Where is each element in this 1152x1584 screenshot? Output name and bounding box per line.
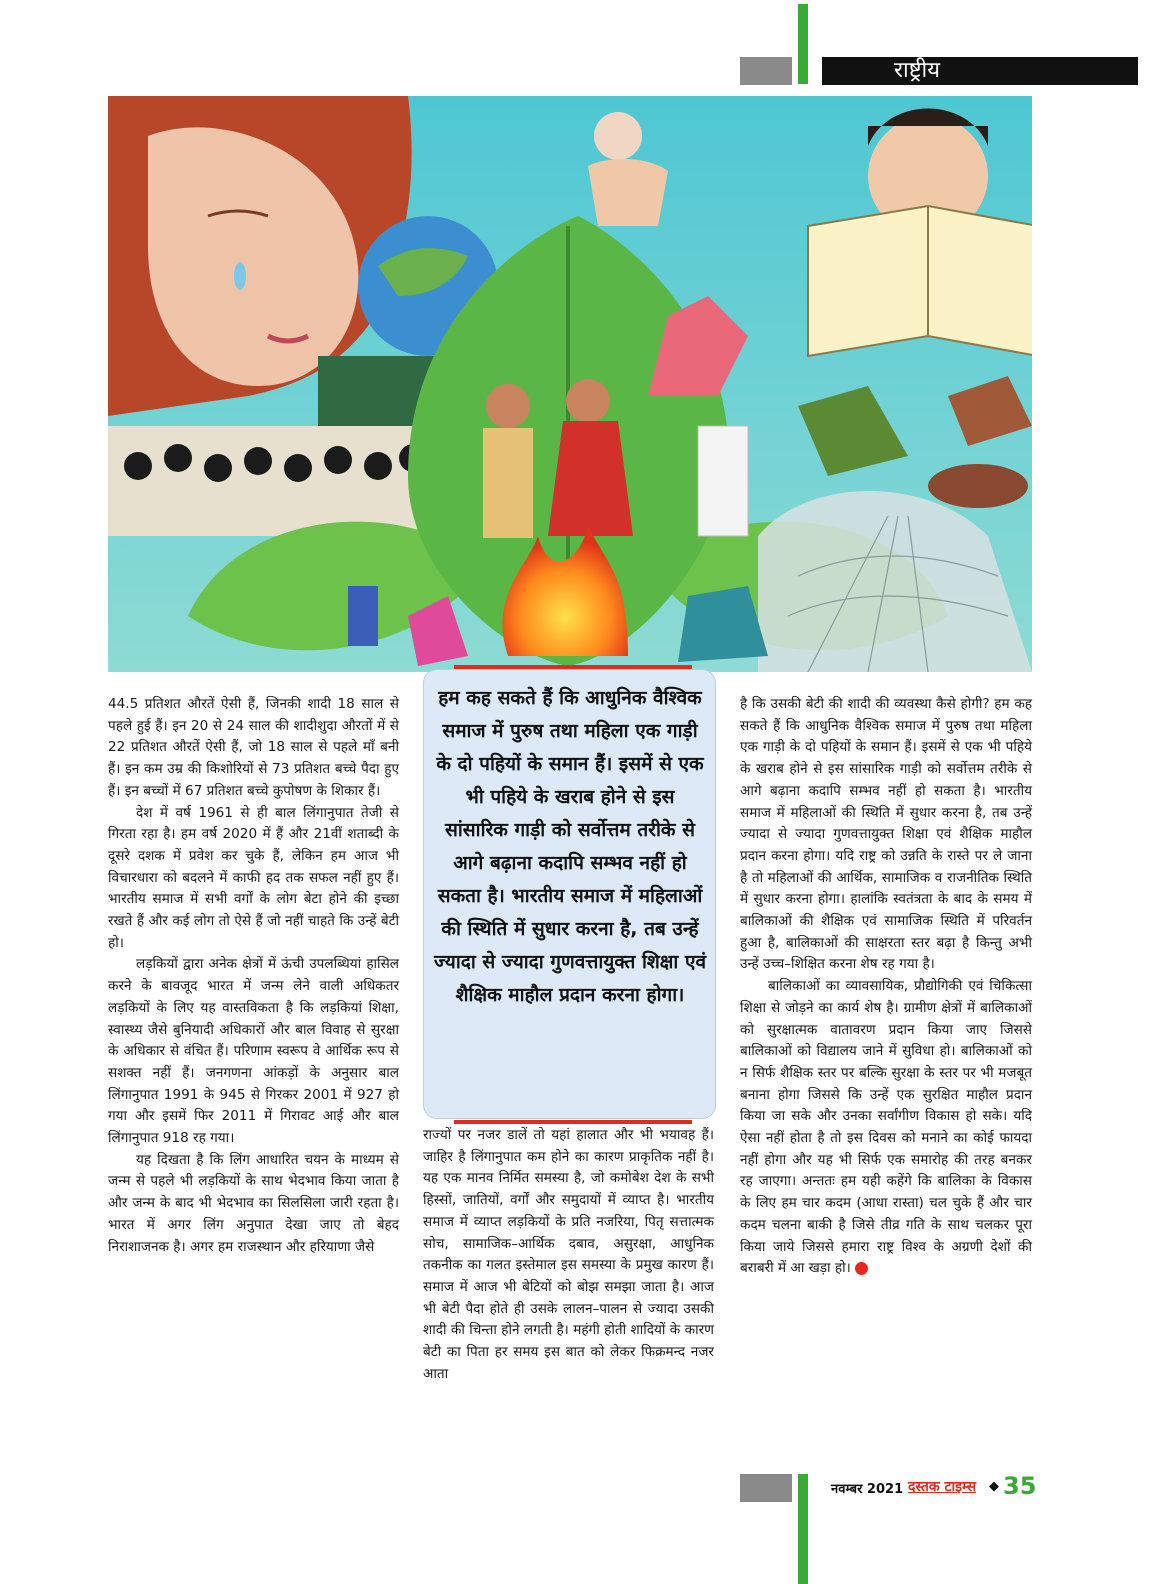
illustration-painting: [108, 96, 1032, 672]
footer-gray-block: [740, 1474, 792, 1502]
footer-separator: ◆: [989, 1479, 999, 1494]
paragraph: राज्यों पर नजर डालें तो यहां हालात और भी भयावह हैं। जाहिर है लिंगानुपात कम होने का कारण प्राकृतिक नहीं है। यह एक मानव निर्मित समस्या है, जो कमोबेश देश के सभी हिस्सों, जातियों, वर्गों और समुदायों में व्याप्त है। भारतीय समाज में व्याप्त लड़कियों के प्रति नजरिया, पितृ सत्तात्मक सोच, सामाजिक–आर्थिक दबाव, असुरक्षा, आधुनिक तकनीक का गलत इस्तेमाल इस समस्या के प्रमुख कारण हैं। समाज में आज भी बेटियों को बोझ समझा जाता है। आज भी बेटी पैदा होते ही उसके लालन–पालन से ज्यादा उसकी शादी की चिन्ता होने लगती है। महंगी होती शादियों के कारण बेटी का पिता हर समय इस बात को लेकर फिक्रमन्द नजर आता: [423, 1127, 714, 1382]
page-number: 35: [1003, 1472, 1037, 1500]
article-column-right: [740, 694, 1032, 1280]
section-title: राष्ट्रीय: [894, 58, 941, 83]
paragraph-final-text: बालिकाओं का व्यावसायिक, प्रौद्योगिकी एवं चिकित्सा शिक्षा से जोड़ने का कार्य शेष है। ग्रामीण क्षेत्रों में बालिकाओं को सुरक्षात्मक वातावरण प्रदान किया जाए जिससे बालिकाओं को विद्यालय जाने में सुविधा हो। बालिकाओं को न सिर्फ शैक्षिक स्तर पर बल्कि सुरक्षा के स्तर पर भी मजबूत बनाना होगा जिससे कि उन्हें एक सुरक्षित माहौल प्रदान किया जा सके और उनका सर्वांगीण विकास हो सके। यदि ऐसा नहीं होता है तो इस दिवस को मनाने का कोई फायदा नहीं होगा और यह भी सिर्फ एक समारोह की तरह बनकर रह जाएगा। अन्ततः हम यही कहेंगे कि बालिका के विकास के लिए हम चार कदम (आधा रास्ता) चल चुके हैं और चार कदम चलना बाकी है जिसे तीव्र गति के साथ चलकर पूरा किया जाये जिससे हमारा राष्ट्र विश्व के अग्रणी देशों की बराबरी में आ खड़ा हो।: [740, 978, 1032, 1277]
paragraph: 44.5 प्रतिशत औरतें ऐसी हैं, जिनकी शादी 18 साल से पहले हुई हैं। इन 20 से 24 साल की शादीशुदा औरतों में से 22 प्रतिशत औरतें ऐसी हैं, जो 18 साल से पहले माँ बनी हैं। इन कम उम्र की किशोरियों से 73 प्रतिशत बच्चे पैदा हुए हैं। इन बच्चों में 67 प्रतिशत बच्चे कुपोषण के शिकार हैं।: [108, 696, 399, 799]
end-mark-icon: [855, 1262, 868, 1275]
article-column-middle: [423, 1125, 714, 1385]
pull-quote-text: हम कह सकते हैं कि आधुनिक वैश्विक समाज में पुरुष तथा महिला एक गाड़ी के दो पहियों के समान हैं। इसमें से एक भी पहिये के खराब होने से इस सांसारिक गाड़ी को सर्वोत्तम तरीके से आगे बढ़ाना कदापि सम्भव नहीं हो सकता है। भारतीय समाज में महिलाओं की स्थिति में सुधार करना है, तब उन्हें ज्यादा से ज्यादा गुणवत्तायुक्त शिक्षा एवं शैक्षिक माहौल प्रदान करना होगा।: [433, 687, 707, 1006]
footer-green-bar: [798, 1474, 808, 1584]
pull-quote-bottom-rule: [454, 1120, 692, 1124]
footer-date: नवम्बर 2021: [831, 1482, 904, 1497]
section-label: [822, 57, 1138, 85]
paragraph: देश में वर्ष 1961 से ही बाल लिंगानुपात तेजी से गिरता रहा है। हम वर्ष 2020 में हैं और 21वीं शताब्दी के दूसरे दशक में प्रवेश कर चुके हैं, लेकिन हम आज भी विचारधारा को बदलने में काफी हद तक सफल नहीं हुए हैं। भारतीय समाज में सभी वर्गों के लोग बेटा होने की इच्छा रखते हैं और कई लोग तो ऐसे हैं जो नहीं चाहते कि उन्हें बेटी हो।: [108, 804, 399, 951]
paragraph: है कि उसकी बेटी की शादी की व्यवस्था कैसे होगी? हम कह सकते हैं कि आधुनिक वैश्विक समाज में पुरुष तथा महिला एक गाड़ी के दो पहियों के समान हैं। इसमें से एक भी पहिये के खराब होने से इस सांसारिक गाड़ी को सर्वोत्तम तरीके से आगे बढ़ाना कदापि सम्भव नहीं हो सकता है। भारतीय समाज में महिलाओं की स्थिति में सुधार करना है, तब उन्हें ज्यादा से ज्यादा गुणवत्तायुक्त शिक्षा एवं शैक्षिक माहौल प्रदान करना होगा। यदि राष्ट्र को उन्नति के रास्ते पर ले जाना है तो महिलाओं की आर्थिक, सामाजिक व राजनीतिक स्थिति में सुधार करना होगा। हालांकि स्वतंत्रता के बाद के समय में बालिकाओं की शैक्षिक एवं सामाजिक स्थिति में परिवर्तन हुआ है, बालिकाओं की साक्षरता स्तर बढ़ा है किन्तु अभी उन्हें उच्च–शिक्षित करना शेष रह गया है।: [740, 696, 1032, 973]
paragraph: लड़कियों द्वारा अनेक क्षेत्रों में ऊंची उपलब्धियां हासिल करने के बावजूद भारत में जन्म लेने वाली अधिकतर लड़कियों के लिए यह वास्तविकता है कि लड़कियां शिक्षा, स्वास्थ्य जैसे बुनियादी अधिकारों और बाल विवाह से सुरक्षा के अधिकार से वंचित हैं। परिणाम स्वरूप वे आर्थिक रूप से सशक्त नहीं हैं। जनगणना आंकड़ों के अनुसार बाल लिंगानुपात 1991 के 945 से गिरकर 2001 में 927 हो गया और इसमें फिर 2011 में गिरावट आई और बाल लिंगानुपात 918 रह गया।: [108, 956, 399, 1147]
pull-quote-box: [423, 669, 716, 1119]
article-column-left: [108, 694, 399, 1258]
paragraph-final: [740, 976, 1032, 1280]
header-green-bar: [798, 4, 808, 84]
pull-quote-top-rule: [454, 665, 692, 669]
footer-brand: दस्तक टाइम्स: [908, 1479, 977, 1495]
header-gray-block: [740, 57, 792, 85]
paragraph: यह दिखता है कि लिंग आधारित चयन के माध्यम से जन्म से पहले भी लड़कियों के साथ भेदभाव किया जाता है और जन्म के बाद भी भेदभाव का सिलसिला जारी रहता है। भारत में अगर लिंग अनुपात देखा जाए तो बेहद निराशाजनक है। अगर हम राजस्थान और हरियाणा जैसे: [108, 1151, 399, 1255]
article-illustration: [108, 96, 1032, 672]
